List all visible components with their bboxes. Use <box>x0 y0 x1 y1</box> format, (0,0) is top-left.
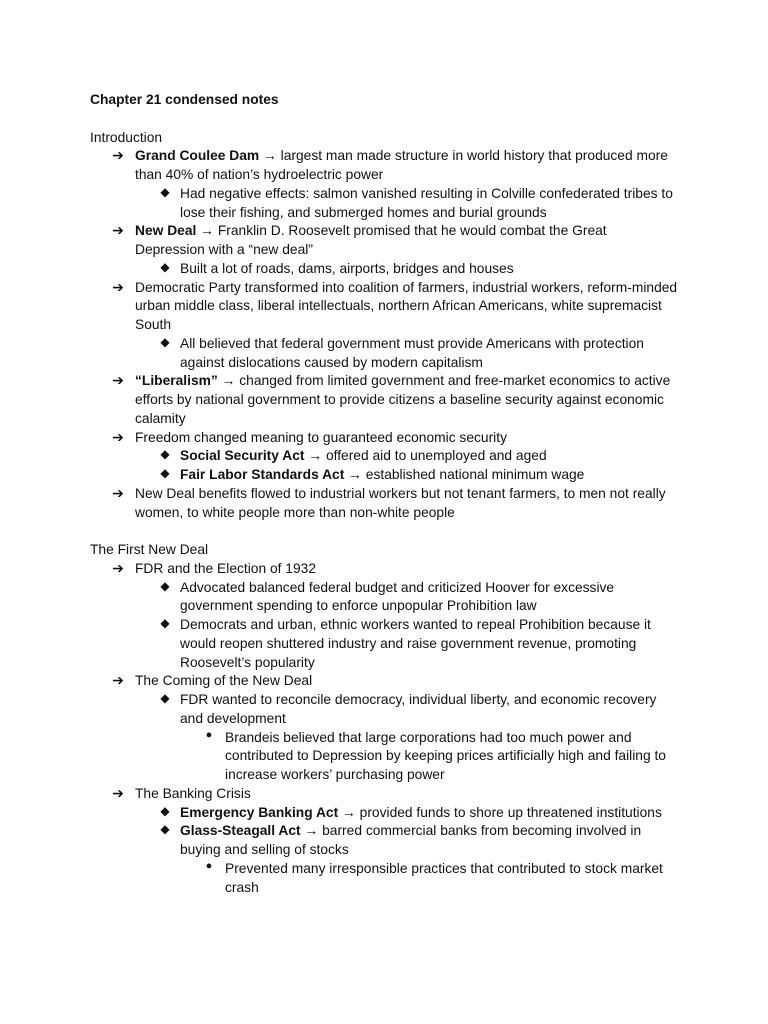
document-page <box>90 91 690 897</box>
list-item: ➔ “Liberalism” → changed from limited government and free-market economics to active efforts by national government to provide citizens a baseline security against economic calamity <box>90 372 690 428</box>
list-item: ◆ Fair Labor Standards Act → established national minimum wage <box>90 466 690 485</box>
page-title: Chapter 21 condensed notes <box>90 92 279 107</box>
list-item: ◆ Built a lot of roads, dams, airports, bridges and houses <box>90 260 690 279</box>
list-item: ➔ New Deal → Franklin D. Roosevelt promised that he would combat the Great Depression with a “new deal” <box>90 222 690 260</box>
spacer <box>90 522 690 541</box>
term: Social Security Act <box>180 448 305 464</box>
arrow-icon: ➔ <box>112 672 124 689</box>
arrow-icon: ➔ <box>112 147 124 164</box>
list-item: ◆ Emergency Banking Act → provided funds to shore up threatened institutions <box>90 804 690 823</box>
arrow-icon: ➔ <box>112 278 124 295</box>
list-item: ◆ Social Security Act → offered aid to unemployed and aged <box>90 447 690 466</box>
list-item: ◆ Glass-Steagall Act → barred commercial banks from becoming involved in buying and selling of stocks <box>90 822 690 860</box>
arrow-icon: ➔ <box>112 222 124 239</box>
term: Fair Labor Standards Act <box>180 467 345 482</box>
list-item: ◆ Advocated balanced federal budget and criticized Hoover for excessive government spending to enforce unpopular Prohibition law <box>90 579 690 617</box>
arrow-icon: ➔ <box>112 784 124 801</box>
diamond-icon: ◆ <box>160 822 170 837</box>
term: Glass-Steagall Act <box>180 823 301 839</box>
list-item: ◆ Democrats and urban, ethnic workers wanted to repeal Prohibition because it would reopen shuttered industry and raise government revenue, promoting Roosevelt’s popularity <box>90 616 690 672</box>
diamond-icon: ◆ <box>160 447 170 462</box>
diamond-icon: ◆ <box>160 616 170 630</box>
diamond-icon: ◆ <box>160 334 170 349</box>
arrow-icon: ➔ <box>112 372 124 389</box>
arrow-icon: ➔ <box>112 559 124 576</box>
term: New Deal <box>135 223 197 239</box>
list-item: ➔ Freedom changed meaning to guaranteed economic security <box>90 429 690 448</box>
list-item: ● Prevented many irresponsible practices that contributed to stock market crash <box>90 860 690 898</box>
diamond-icon: ◆ <box>160 691 170 705</box>
diamond-icon: ◆ <box>160 184 170 199</box>
arrow-icon: ➔ <box>112 484 124 501</box>
list-item: ➔ FDR and the Election of 1932 <box>90 560 690 579</box>
list-item: ➔ New Deal benefits flowed to industrial workers but not tenant farmers, to men not really women, to white people more than non-white people <box>90 485 690 523</box>
list-item: ➔ The Coming of the New Deal <box>90 672 690 691</box>
list-item: ➔ Grand Coulee Dam → largest man made structure in world history that produced more than 40% of nation’s hydroelectric power <box>90 147 690 185</box>
diamond-icon: ◆ <box>160 259 170 274</box>
list-item: ◆ FDR wanted to reconcile democracy, individual liberty, and economic recovery and development <box>90 691 690 729</box>
bullet-dot-icon: ● <box>205 728 213 741</box>
diamond-icon: ◆ <box>160 466 170 480</box>
term: Grand Coulee Dam <box>135 148 260 164</box>
term: “Liberalism” <box>135 373 218 389</box>
diamond-icon: ◆ <box>160 578 170 593</box>
term: Emergency Banking Act <box>180 804 339 820</box>
diamond-icon: ◆ <box>160 803 170 818</box>
bullet-dot-icon: ● <box>205 859 213 872</box>
list-item: ◆ All believed that federal government must provide Americans with protection against dislocations caused by modern capitalism <box>90 335 690 373</box>
list-item: ➔ Democratic Party transformed into coalition of farmers, industrial workers, reform-minded urban middle class, liberal intellectuals, northern African Americans, white supremacist South <box>90 279 690 335</box>
section-heading-first-new-deal: The First New Deal <box>90 542 209 557</box>
list-item: ● Brandeis believed that large corporations had too much power and contributed to Depression by keeping prices artificially high and failing to increase workers’ purchasing power <box>90 729 690 785</box>
section-heading-introduction: Introduction <box>90 129 163 145</box>
list-item: ◆ Had negative effects: salmon vanished resulting in Colville confederated tribes to lose their fishing, and submerged homes and burial grounds <box>90 185 690 223</box>
list-item: ➔ The Banking Crisis <box>90 785 690 804</box>
arrow-icon: ➔ <box>112 428 124 445</box>
